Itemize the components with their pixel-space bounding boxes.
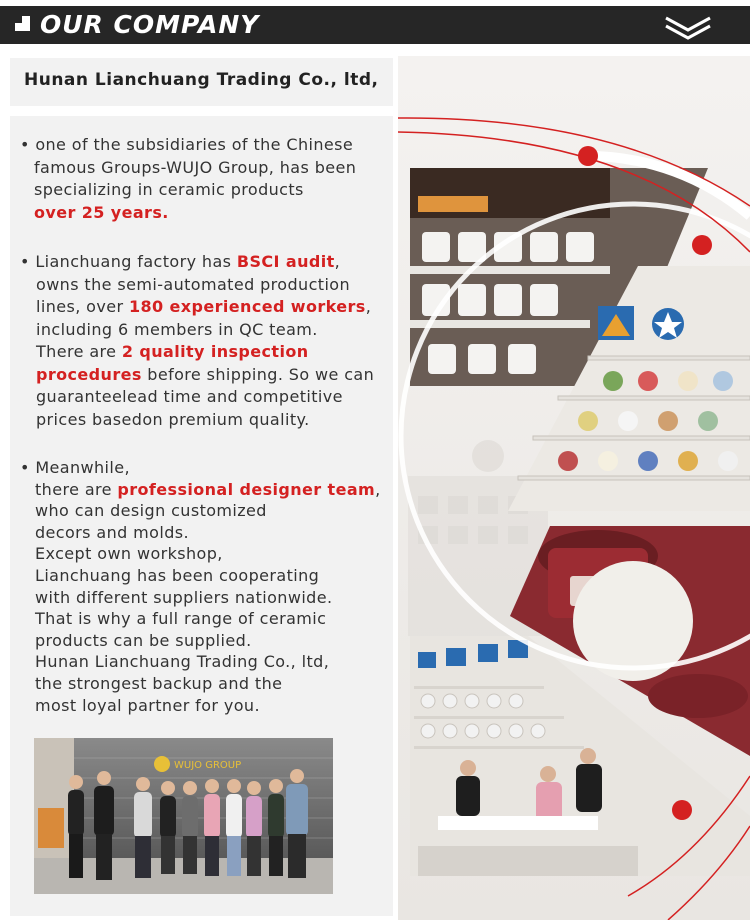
team-photo-illustration (34, 738, 333, 894)
red-dot-icon (692, 235, 712, 255)
highlight-designer: professional designer team (117, 479, 376, 499)
company-name: Hunan Lianchuang Trading Co., ltd, (24, 70, 379, 90)
paragraph-factory (20, 251, 388, 431)
text-line: That is why a full range of ceramic (35, 609, 327, 629)
text-line (20, 364, 388, 387)
text-span: There are (36, 342, 122, 361)
text-span: there are (35, 479, 118, 499)
text-line: the strongest backup and the (35, 673, 283, 693)
text-line: specializing in ceramic products (34, 180, 304, 199)
text-line: famous Groups-WUJO Group, has been (34, 157, 357, 177)
text-span: , (365, 297, 372, 316)
text-line: most loyal partner for you. (35, 695, 260, 715)
text-line: Lianchuang has been cooperating (35, 565, 320, 585)
text-line: decors and molds. (35, 522, 189, 542)
text-span: lines, over (36, 297, 129, 316)
logo-icon (154, 756, 170, 772)
highlight-inspection: 2 quality inspection (121, 342, 309, 361)
text-line: prices basedon premium quality. (36, 409, 310, 429)
highlight-procedures: procedures (36, 364, 142, 384)
text-line (20, 341, 388, 364)
company-name-box (10, 58, 393, 106)
text-line: Hunan Lianchuang Trading Co., ltd, (35, 652, 330, 672)
text-span: , (375, 479, 381, 499)
paragraph-design (20, 457, 388, 716)
highlight-years: over 25 years. (34, 202, 169, 222)
text-line (20, 479, 388, 501)
text-line: • one of the subsidiaries of the Chinese (20, 135, 354, 154)
text-line: • Meanwhile, (20, 458, 130, 477)
team-photo (34, 738, 333, 894)
text-line: who can design customized (35, 501, 267, 521)
text-line: Except own workshop, (35, 544, 223, 564)
highlight-workers: 180 experienced workers (128, 297, 366, 316)
header-square-icon (15, 16, 30, 31)
factory-collage (398, 56, 750, 920)
section-title: OUR COMPANY (40, 10, 260, 39)
text-line: including 6 members in QC team. (36, 319, 318, 339)
text-span: , (334, 252, 341, 271)
text-span: • Lianchuang factory has (20, 252, 237, 271)
paragraph-history (20, 134, 388, 224)
text-line: guaranteelead time and competitive (36, 387, 343, 406)
text-span: before shipping. So we can (141, 364, 375, 384)
text-line: owns the semi-automated production (36, 274, 351, 294)
text-line: with different suppliers nationwide. (35, 587, 333, 607)
highlight-bsci: BSCI audit (236, 252, 335, 271)
text-line: products can be supplied. (35, 630, 252, 650)
section-header (0, 0, 750, 44)
red-dot-icon (578, 146, 598, 166)
text-line (20, 296, 388, 319)
collage-illustration (398, 56, 750, 920)
red-dot-icon (672, 800, 692, 820)
text-line (20, 251, 388, 274)
double-chevron-down-icon[interactable] (662, 14, 714, 42)
wall-sign: WUJO GROUP (174, 760, 242, 771)
